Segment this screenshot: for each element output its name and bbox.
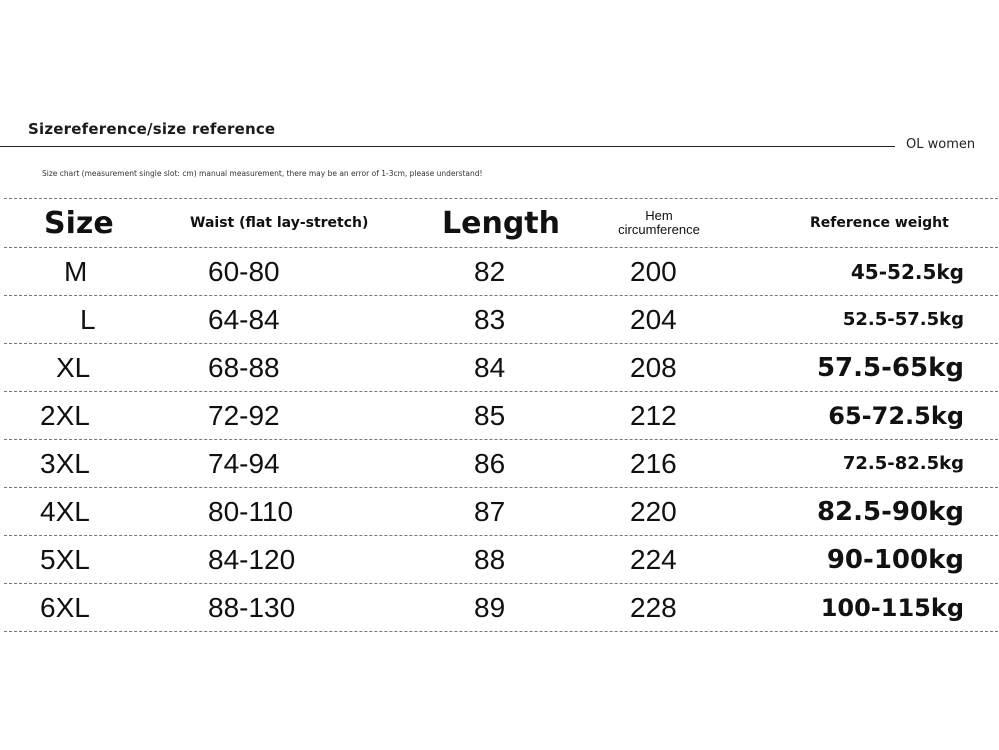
hem-cell: 216 <box>630 447 677 479</box>
waist-cell: 60-80 <box>208 255 280 287</box>
length-cell: 83 <box>474 303 506 335</box>
hem-cell: 220 <box>630 495 677 527</box>
header-divider <box>0 146 895 147</box>
hem-cell: 212 <box>630 399 677 431</box>
weight-cell: 100-115kg <box>820 593 964 622</box>
weight-cell: 72.5-82.5kg <box>842 453 964 474</box>
size-table <box>4 198 998 632</box>
length-cell: 87 <box>474 495 506 527</box>
header-hem-line2: circumference <box>618 222 700 237</box>
table-row <box>4 344 998 392</box>
header-hem-line1: Hem <box>645 208 673 223</box>
size-cell: 4XL <box>40 495 90 527</box>
length-cell: 84 <box>474 351 506 383</box>
length-cell: 82 <box>474 255 506 287</box>
header-length: Length <box>442 205 560 241</box>
weight-cell: 90-100kg <box>826 544 964 575</box>
waist-cell: 72-92 <box>208 399 280 431</box>
waist-cell: 88-130 <box>208 591 296 623</box>
table-header-row <box>4 199 998 248</box>
table-row <box>4 440 998 488</box>
waist-cell: 74-94 <box>208 447 280 479</box>
size-cell: 3XL <box>40 447 90 479</box>
hem-cell: 200 <box>630 255 677 287</box>
waist-cell: 64-84 <box>208 303 280 335</box>
table-row <box>4 536 998 584</box>
length-cell: 89 <box>474 591 506 623</box>
table-row <box>4 584 998 632</box>
page-title: Sizereference/size reference <box>28 120 276 138</box>
measurement-note: Size chart (measurement single slot: cm) manual measurement, there may be an error of 1-3cm, please understand! <box>42 169 483 178</box>
table-row <box>4 488 998 536</box>
length-cell: 86 <box>474 447 506 479</box>
size-cell: 6XL <box>40 591 90 623</box>
weight-cell: 57.5-65kg <box>816 352 964 383</box>
header-waist: Waist (flat lay-stretch) <box>190 215 369 231</box>
hem-cell: 208 <box>630 351 677 383</box>
waist-cell: 68-88 <box>208 351 280 383</box>
weight-cell: 45-52.5kg <box>850 259 964 284</box>
hem-cell: 228 <box>630 591 677 623</box>
table-row <box>4 392 998 440</box>
weight-cell: 82.5-90kg <box>816 496 964 527</box>
brand-label: OL women <box>906 137 976 152</box>
table-row <box>4 296 998 344</box>
hem-cell: 224 <box>630 543 677 575</box>
waist-cell: 80-110 <box>208 495 294 527</box>
length-cell: 88 <box>474 543 506 575</box>
header-hem <box>604 199 714 247</box>
size-cell: M <box>64 255 88 287</box>
table-row <box>4 248 998 296</box>
length-cell: 85 <box>474 399 506 431</box>
header-size: Size <box>44 205 114 241</box>
weight-cell: 52.5-57.5kg <box>842 309 964 330</box>
weight-cell: 65-72.5kg <box>828 401 964 430</box>
waist-cell: 84-120 <box>208 543 296 575</box>
header-weight: Reference weight <box>810 215 949 231</box>
size-cell: L <box>80 303 96 335</box>
size-cell: 5XL <box>40 543 90 575</box>
size-cell: 2XL <box>40 399 90 431</box>
hem-cell: 204 <box>630 303 677 335</box>
size-cell: XL <box>56 351 91 383</box>
